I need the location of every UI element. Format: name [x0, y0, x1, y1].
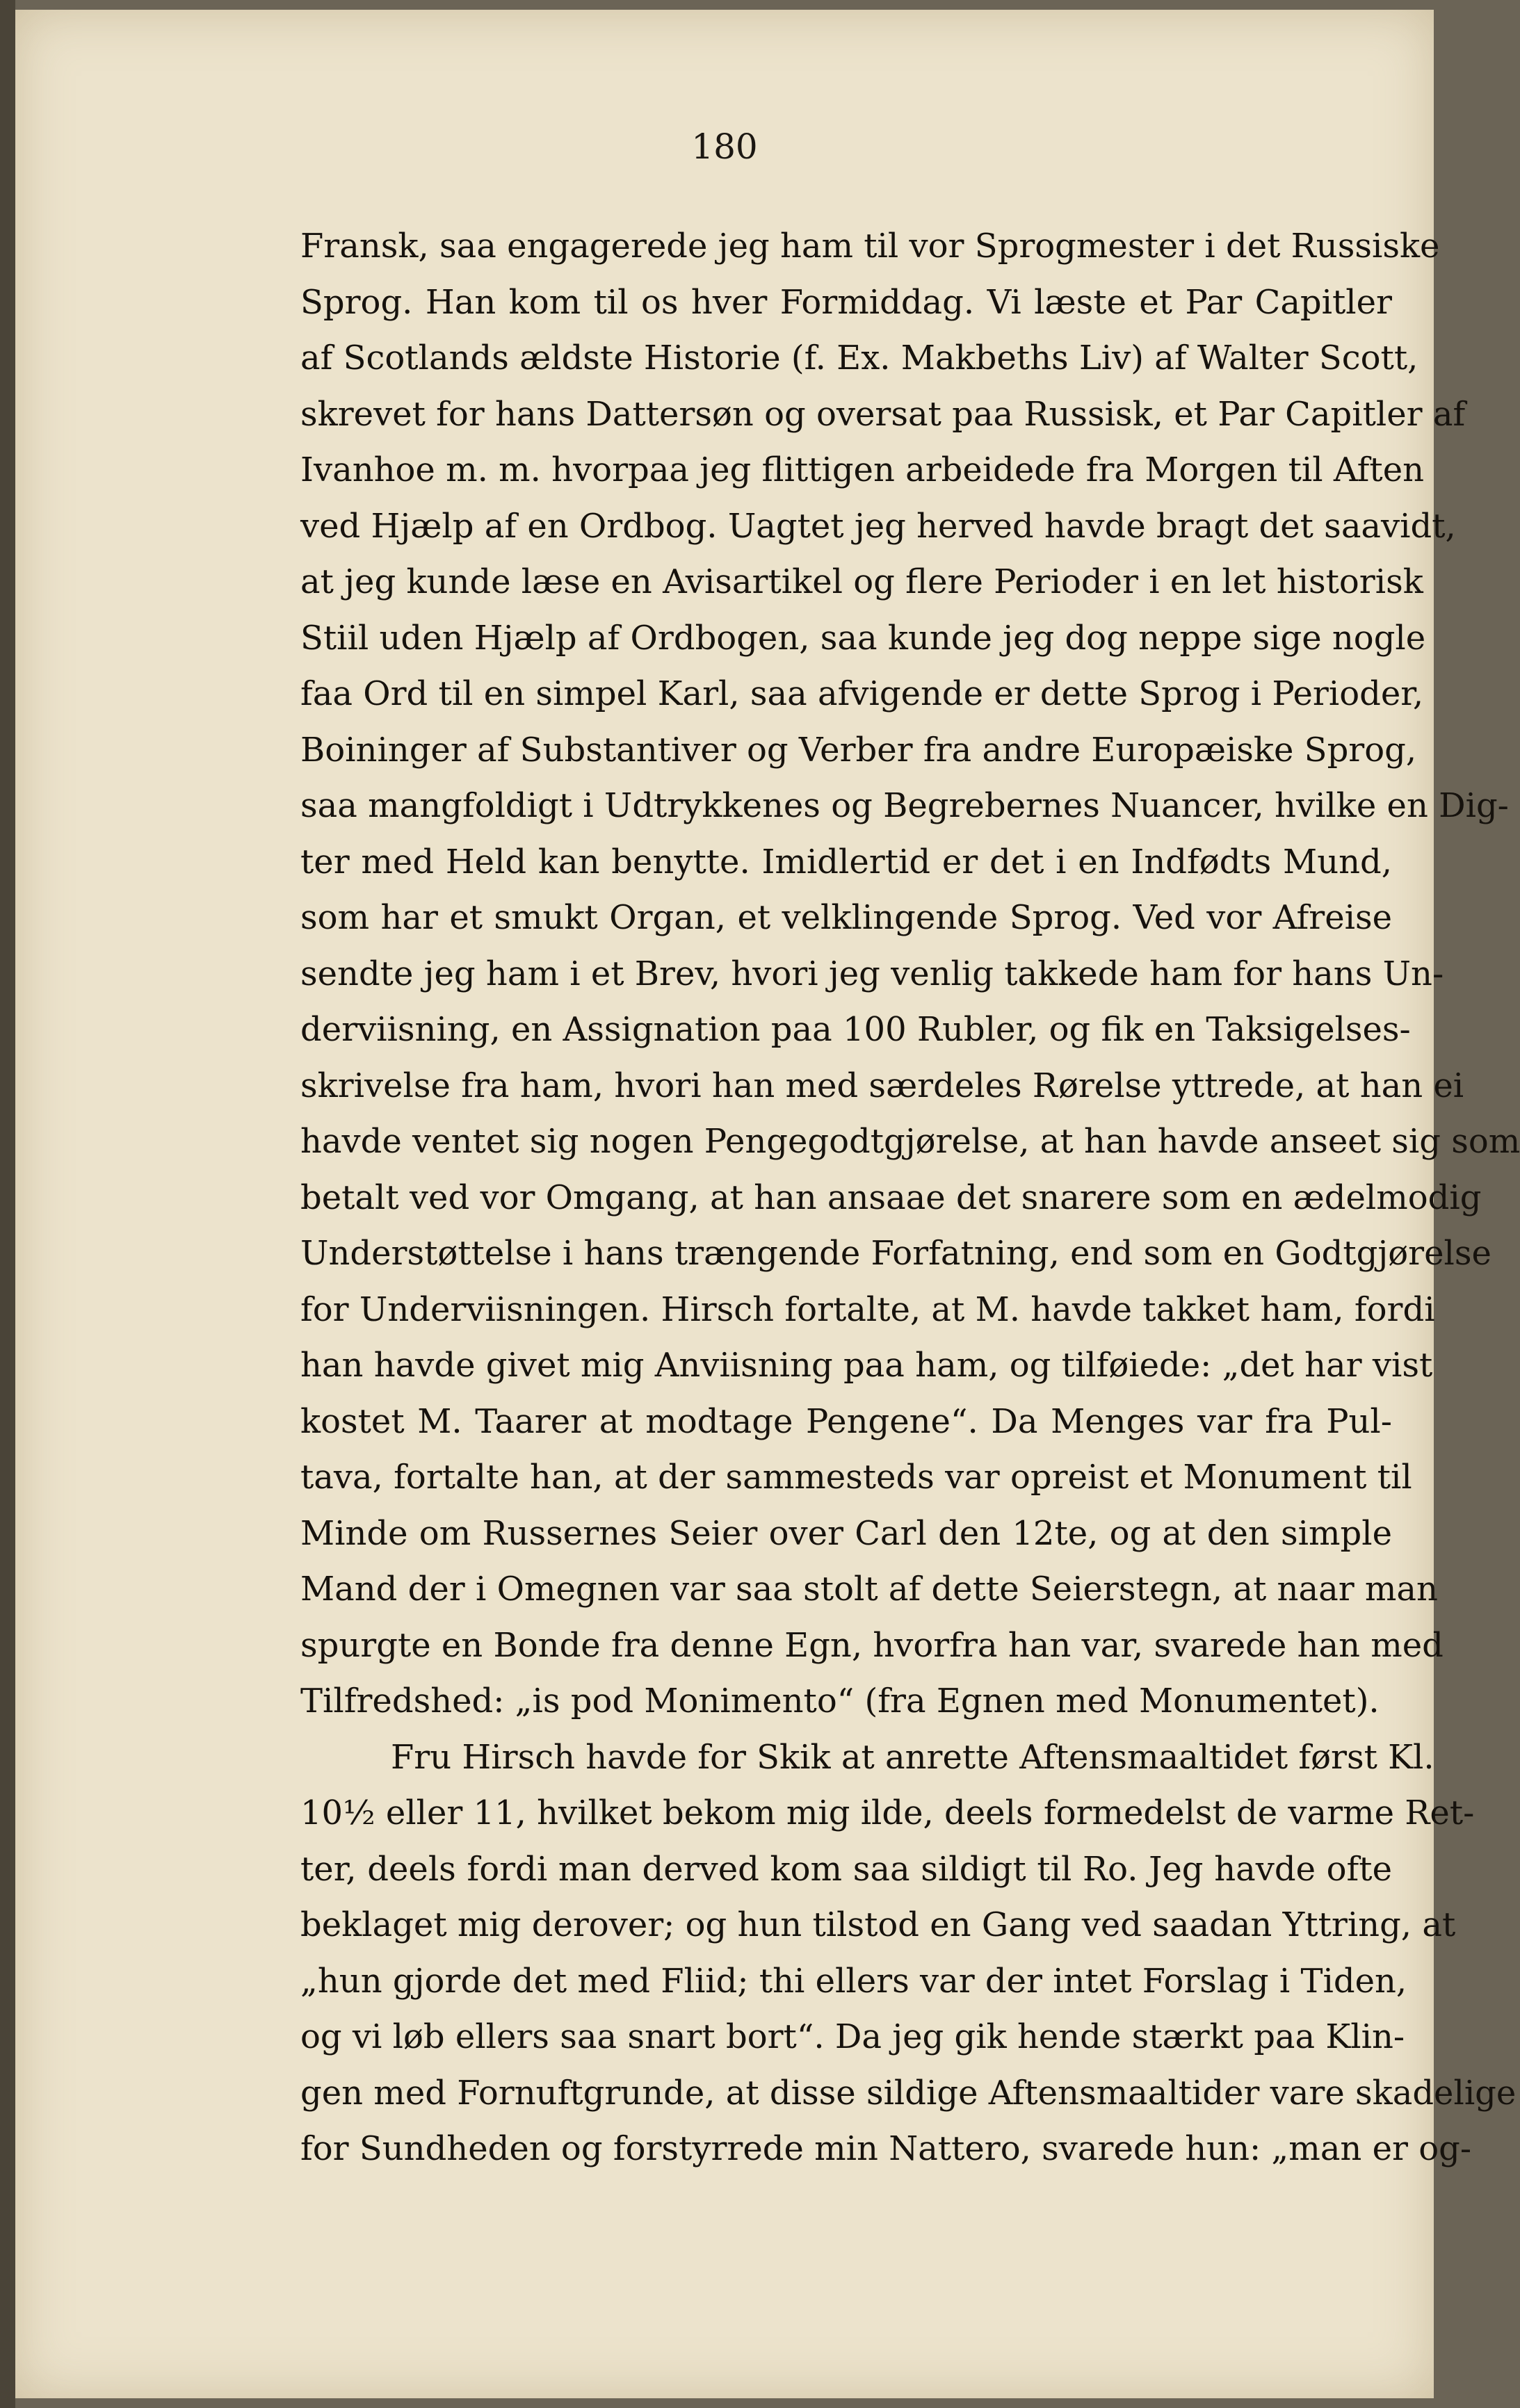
text-line: gen med Fornuftgrunde, at disse sildige Aftensmaaltider vare skadelige [300, 2073, 1517, 2113]
text-line: for Sundheden og forstyrrede min Nattero, svarede hun: „man er og- [300, 2129, 1472, 2168]
text-line: havde ventet sig nogen Pengegodtgjørelse, at han havde anseet sig som [300, 1122, 1520, 1161]
binding-edge [0, 0, 15, 2408]
page-number: 180 [691, 127, 758, 167]
text-line: for Underviisningen. Hirsch fortalte, at M. havde takket ham, fordi [300, 1290, 1435, 1329]
text-line: Sprog. Han kom til os hver Formiddag. Vi læste et Par Capitler [300, 282, 1392, 322]
text-line: Mand der i Omegnen var saa stolt af dette Seierstegn, at naar man [300, 1570, 1438, 1609]
text-line: skrivelse fra ham, hvori han med særdeles Rørelse yttrede, at han ei [300, 1066, 1464, 1105]
text-line: 10½ eller 11, hvilket bekom mig ilde, deels formedelst de varme Ret- [300, 1793, 1475, 1832]
text-line: af Scotlands ældste Historie (f. Ex. Makbeths Liv) af Walter Scott, [300, 339, 1418, 377]
text-line: „hun gjorde det med Fliid; thi ellers var der intet Forslag i Tiden, [300, 1961, 1407, 2001]
text-line: ter med Held kan benytte. Imidlertid er det i en Indfødts Mund, [300, 842, 1392, 881]
text-line: spurgte en Bonde fra denne Egn, hvorfra han var, svarede han med [300, 1625, 1444, 1665]
text-line: og vi løb ellers saa snart bort“. Da jeg gik hende stærkt paa Klin- [300, 2017, 1405, 2056]
text-line: kostet M. Taarer at modtage Pengene“. Da Menges var fra Pul- [300, 1401, 1392, 1441]
text-line: tava, fortalte han, at der sammesteds var opreist et Monument til [300, 1458, 1412, 1497]
text-line: derviisning, en Assignation paa 100 Rubler, og fik en Taksigelses- [300, 1010, 1411, 1049]
text-line: sendte jeg ham i et Brev, hvori jeg venlig takkede ham for hans Un- [300, 954, 1444, 993]
text-line: skrevet for hans Dattersøn og oversat paa Russisk, et Par Capitler af [300, 394, 1466, 434]
book-page [15, 10, 1520, 2398]
body-text [300, 218, 1520, 2177]
text-line: han havde givet mig Anviisning paa ham, og tilføiede: „det har vist [300, 1346, 1433, 1385]
text-line: som har et smukt Organ, et velklingende Sprog. Ved vor Afreise [300, 898, 1392, 937]
text-line: Minde om Russernes Seier over Carl den 12te, og at den simple [300, 1513, 1392, 1553]
text-line-paragraph-start: Fru Hirsch havde for Skik at anrette Aftensmaaltidet først Kl. [391, 1737, 1434, 1777]
text-line-paragraph-end: Tilfredshed: „is pod Monimento“ (fra Egnen med Monumentet). [300, 1682, 1380, 1720]
text-line: Boininger af Substantiver og Verber fra andre Europæiske Sprog, [300, 730, 1417, 770]
text-line: Stiil uden Hjælp af Ordbogen, saa kunde jeg dog neppe sige nogle [300, 618, 1426, 658]
text-line: faa Ord til en simpel Karl, saa afvigende er dette Sprog i Perioder, [300, 674, 1424, 713]
text-line: Fransk, saa engagerede jeg ham til vor Sprogmester i det Russiske [300, 227, 1440, 266]
text-line: Understøttelse i hans trængende Forfatning, end som en Godtgjørelse [300, 1234, 1491, 1273]
text-line: ter, deels fordi man derved kom saa sildigt til Ro. Jeg havde ofte [300, 1849, 1392, 1889]
text-line: at jeg kunde læse en Avisartikel og flere Perioder i en let historisk [300, 562, 1423, 601]
text-line: saa mangfoldigt i Udtrykkenes og Begrebernes Nuancer, hvilke en Dig- [300, 786, 1509, 825]
text-line: Ivanhoe m. m. hvorpaa jeg flittigen arbeidede fra Morgen til Aften [300, 450, 1425, 489]
text-line: beklaget mig derover; og hun tilstod en Gang ved saadan Yttring, at [300, 1905, 1456, 1944]
text-line: betalt ved vor Omgang, at han ansaae det snarere som en ædelmodig [300, 1178, 1482, 1217]
text-line: ved Hjælp af en Ordbog. Uagtet jeg herved havde bragt det saavidt, [300, 506, 1456, 546]
